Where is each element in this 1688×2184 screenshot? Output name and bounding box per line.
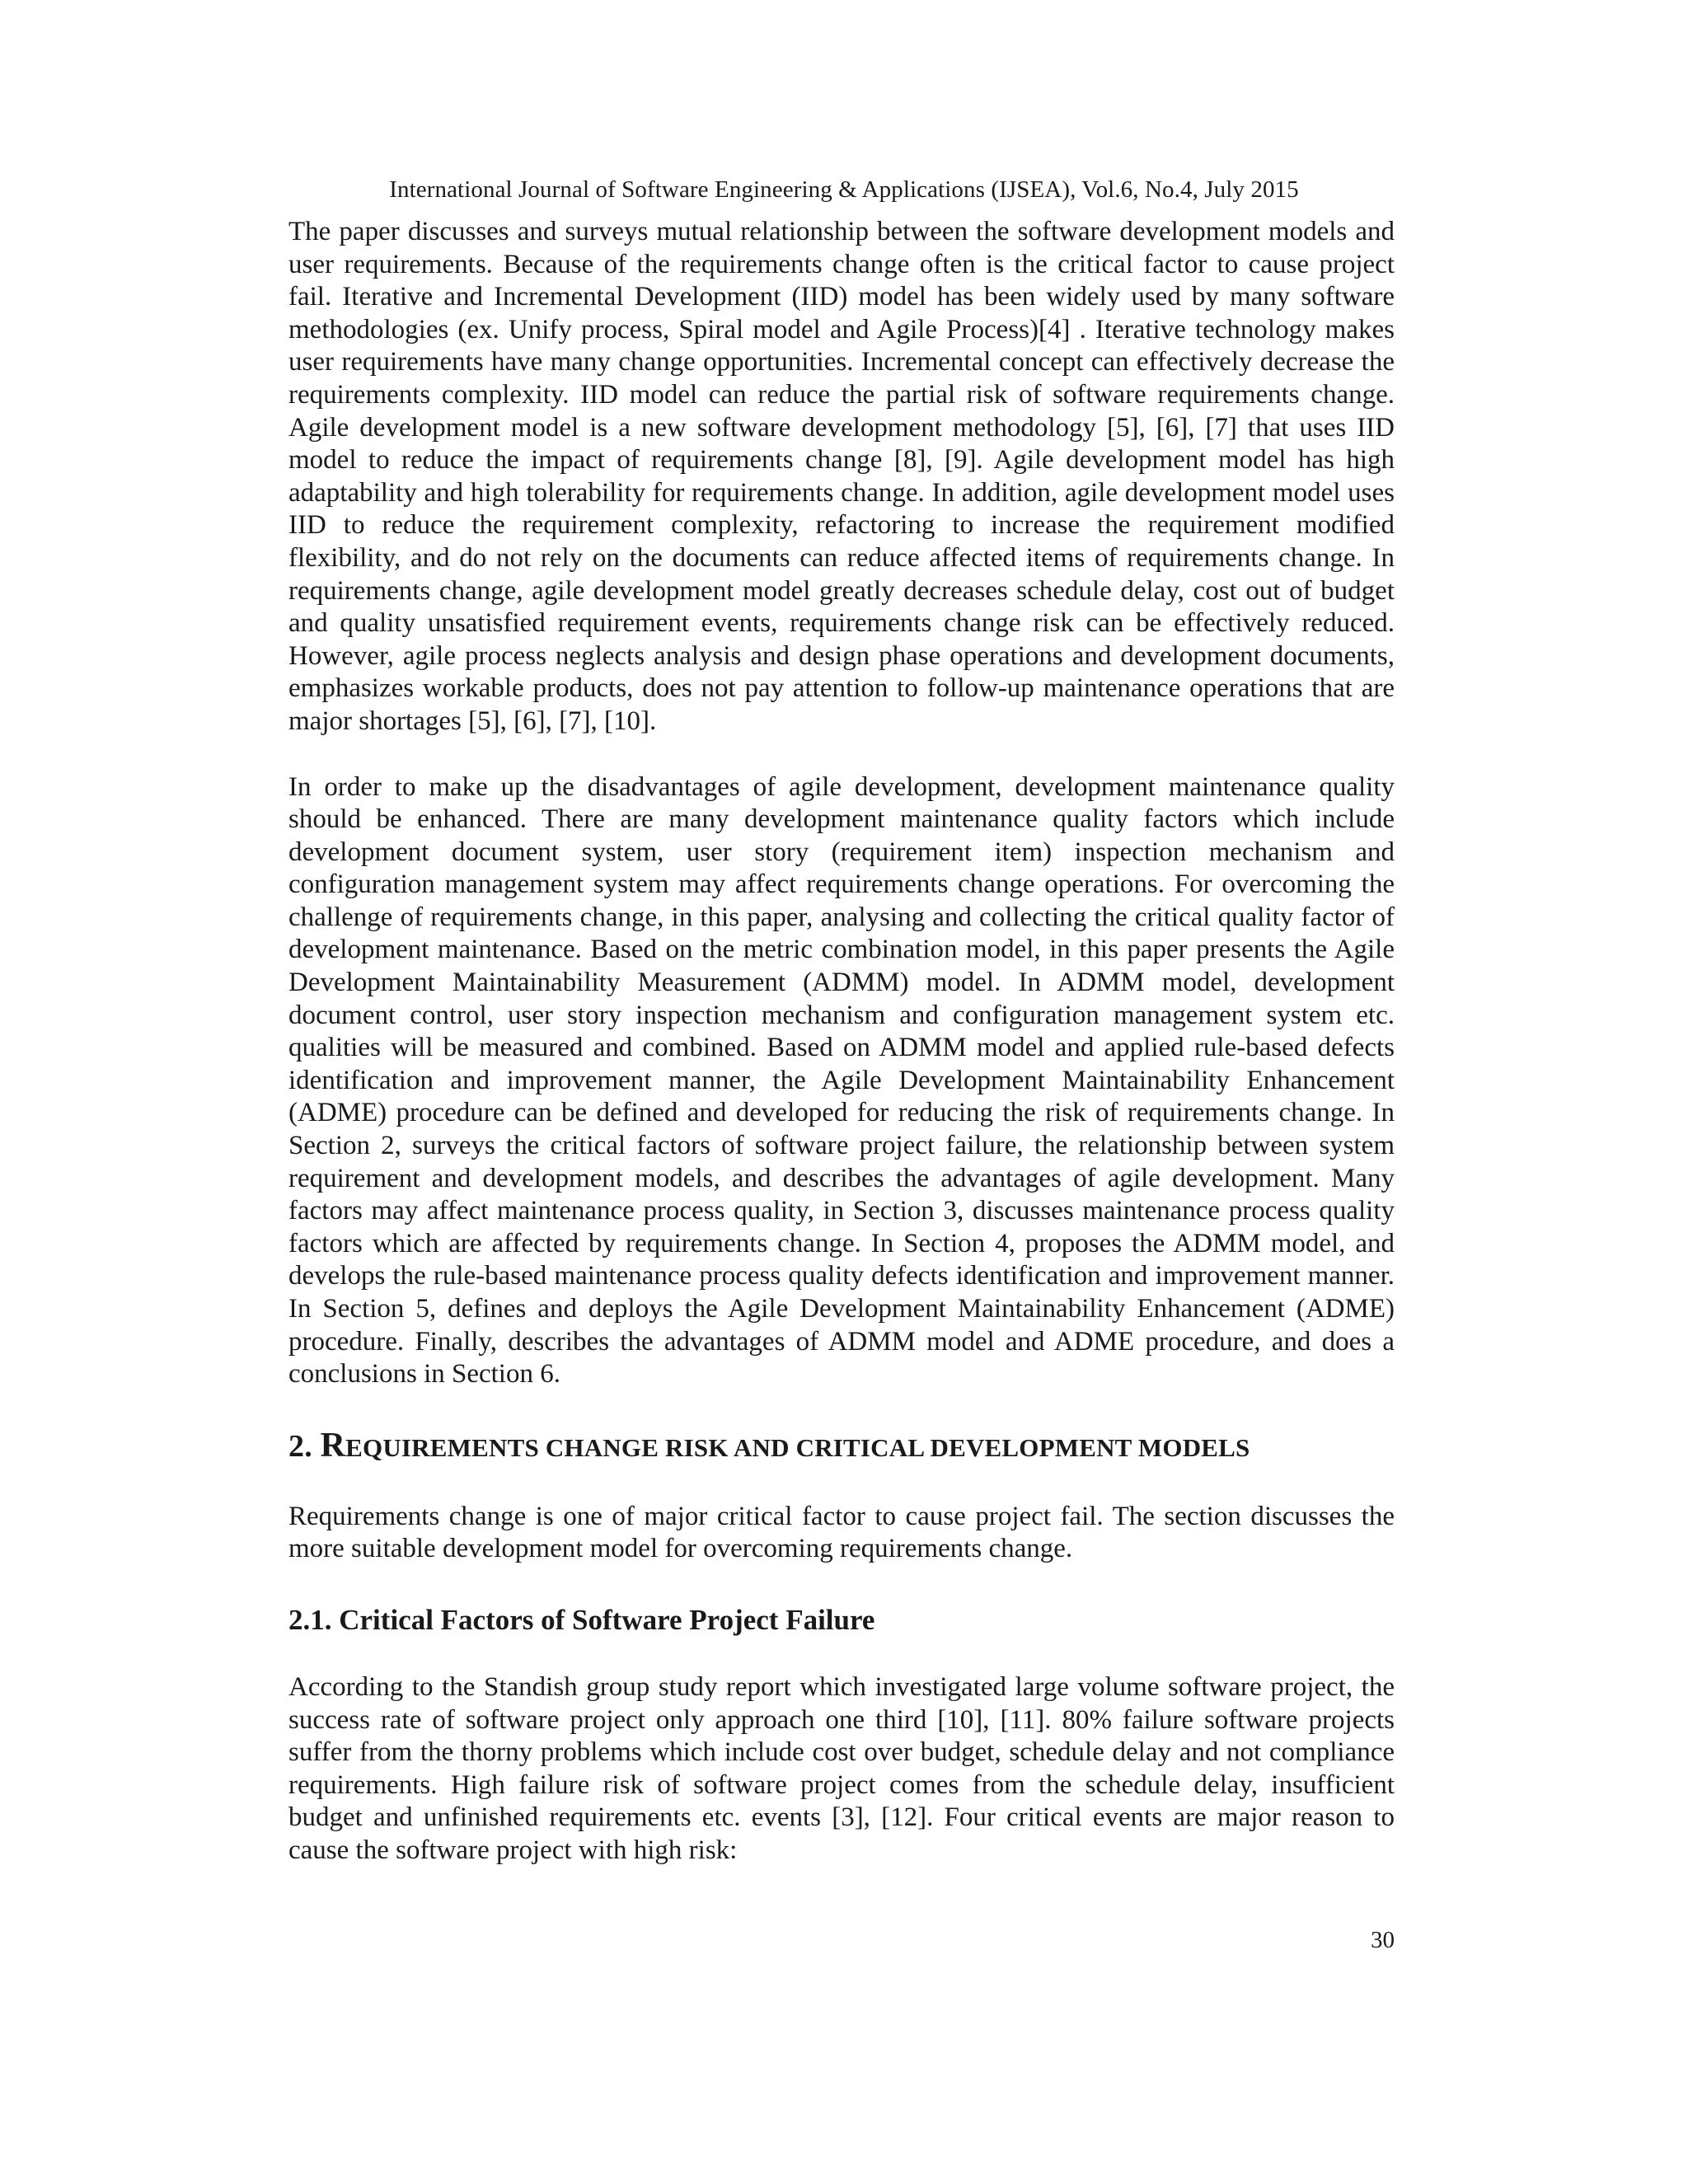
section-2-intro-paragraph: Requirements change is one of major critical factor to cause project fail. The section discusses the more suitable development model for overcoming requirements change. <box>288 1501 1395 1564</box>
section-2-number: 2. <box>288 1428 321 1464</box>
page-number: 30 <box>1371 1927 1395 1953</box>
page-body <box>288 216 1395 1868</box>
body-paragraph-1: The paper discusses and surveys mutual relationship between the software development models and user requirements. Because of the requirements change often is the critical factor to cause project fail. Iterative and Incremental Development (IID) model has been widely used by many software methodologies (ex. Unify process, Spiral model and Agile Process)[4] . Iterative technology makes user requirements have many change opportunities. Incremental concept can effectively decrease the requirements complexity. IID model can reduce the partial risk of software requirements change. Agile development model is a new software development methodology [5], [6], [7] that uses IID model to reduce the impact of requirements change [8], [9]. Agile development model has high adaptability and high tolerability for requirements change. In addition, agile development model uses IID to reduce the requirement complexity, refactoring to increase the requirement modified flexibility, and do not rely on the documents can reduce affected items of requirements change. In requirements change, agile development model greatly decreases schedule delay, cost out of budget and quality unsatisfied requirement events, requirements change risk can be effectively reduced. However, agile process neglects analysis and design phase operations and development documents, emphasizes workable products, does not pay attention to follow-up maintenance operations that are major shortages [5], [6], [7], [10]. <box>288 217 1395 736</box>
section-2-1-heading: 2.1. Critical Factors of Software Project Failure <box>288 1603 875 1636</box>
section-2-heading <box>288 1426 1395 1468</box>
body-paragraph-2: In order to make up the disadvantages of agile development, development maintenance quality should be enhanced. There are many development maintenance quality factors which include development document system, user story (requirement item) inspection mechanism and configuration management system may affect requirements change operations. For overcoming the challenge of requirements change, in this paper, analysing and collecting the critical quality factor of development maintenance. Based on the metric combination model, in this paper presents the Agile Development Maintainability Measurement (ADMM) model. In ADMM model, development document control, user story inspection mechanism and configuration management system etc. qualities will be measured and combined. Based on ADMM model and applied rule-based defects identification and improvement manner, the Agile Development Maintainability Enhancement (ADME) procedure can be defined and developed for reducing the risk of requirements change. In Section 2, surveys the critical factors of software project failure, the relationship between system requirement and development models, and describes the advantages of agile development. Many factors may affect maintenance process quality, in Section 3, discusses maintenance process quality factors which are affected by requirements change. In Section 4, proposes the ADMM model, and develops the rule-based maintenance process quality defects identification and improvement manner. In Section 5, defines and deploys the Agile Development Maintainability Enhancement (ADME) procedure. Finally, describes the advantages of ADMM model and ADME procedure, and does a conclusions in Section 6. <box>288 771 1395 1390</box>
running-header: International Journal of Software Engineering & Applications (IJSEA), Vol.6, No.4, July 2015 <box>389 176 1299 203</box>
section-2-title-rest: EQUIREMENTS CHANGE RISK AND CRITICAL DEVELOPMENT MODELS <box>345 1432 1250 1462</box>
section-2-title-initial: R <box>320 1426 346 1465</box>
section-2-1-paragraph: According to the Standish group study report which investigated large volume software project, the success rate of software project only approach one third [10], [11]. 80% failure software projects suffer from the thorny problems which include cost over budget, schedule delay and not compliance requirements. High failure risk of software project comes from the schedule delay, insufficient budget and unfinished requirements etc. events [3], [12]. Four critical events are major reason to cause the software project with high risk: <box>288 1671 1395 1865</box>
